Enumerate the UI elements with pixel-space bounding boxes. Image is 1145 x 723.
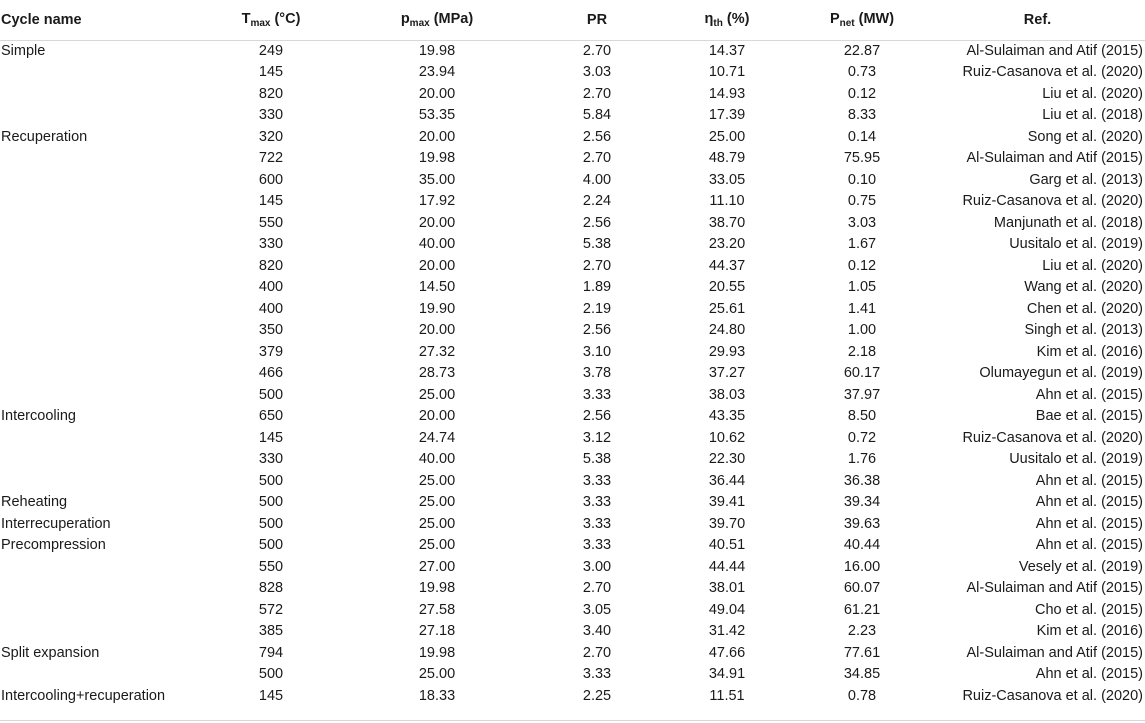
cell-pr: 2.70: [582, 580, 612, 596]
cell-pr: 2.56: [582, 214, 612, 231]
table-row: [0, 643, 1145, 665]
cell-pnet: 0.72: [847, 429, 877, 446]
cell-pmax: 27.00: [418, 558, 456, 575]
cell-eta-th: 38.03: [708, 386, 746, 403]
cell-ref: Uusitalo et al. (2019): [1009, 451, 1143, 467]
cell-pnet: 2.18: [847, 343, 877, 360]
cell-pnet: 36.38: [843, 472, 881, 489]
cell-ref: Ahn et al. (2015): [1035, 537, 1143, 553]
table-row: [0, 535, 1145, 557]
cell-pmax: 28.73: [418, 365, 456, 381]
cell-cycle-name: Intercooling: [1, 408, 76, 424]
cell-eta-th: 20.55: [708, 279, 746, 295]
cell-tmax: 145: [258, 687, 284, 704]
cell-pmax: 19.90: [418, 300, 456, 317]
cell-pmax: 20.00: [418, 128, 456, 145]
table-row: [0, 342, 1145, 364]
table-row: [0, 62, 1145, 84]
cell-pmax: 19.98: [418, 580, 456, 596]
cell-pmax: 27.32: [418, 343, 456, 360]
table-row: [0, 363, 1145, 385]
cell-ref: Ruiz-Casanova et al. (2020): [962, 687, 1143, 704]
cell-ref: Chen et al. (2020): [1026, 300, 1143, 317]
cell-pnet: 0.75: [847, 193, 877, 209]
cell-pnet: 0.12: [847, 257, 877, 274]
cell-cycle-name: [0, 234, 200, 256]
cell-tmax: 145: [258, 193, 284, 209]
cell-pnet: 1.00: [847, 322, 877, 338]
table-row: [0, 514, 1145, 536]
cell-pnet: 60.17: [843, 365, 881, 381]
cell-eta-th: 11.51: [709, 687, 745, 704]
cell-pnet: 40.44: [843, 537, 881, 553]
cell-pnet: 61.21: [843, 601, 881, 618]
cell-tmax: 400: [258, 279, 284, 295]
table-row: [0, 557, 1145, 579]
header-pmax: $p_{max}$ (MPa): [400, 10, 474, 29]
cell-tmax: 379: [258, 343, 284, 360]
cell-pr: 3.33: [582, 494, 612, 510]
cell-pnet: 2.23: [847, 623, 877, 639]
cell-ref: Garg et al. (2013): [1029, 171, 1143, 188]
cell-pr: 3.03: [582, 64, 612, 80]
cell-ref: Wang et al. (2020): [1024, 279, 1143, 295]
cell-pr: 3.78: [582, 365, 612, 381]
cell-cycle-name: [0, 277, 200, 299]
cell-ref: Liu et al. (2020): [1042, 257, 1143, 274]
cell-tmax: 550: [258, 558, 284, 575]
table-body: [0, 40, 1145, 707]
cell-cycle-name: Simple: [1, 42, 46, 59]
header-cycle-name: Cycle name: [1, 11, 82, 28]
cell-pmax: 19.98: [418, 644, 456, 661]
cell-cycle-name: [0, 256, 200, 278]
cell-cycle-name: [0, 471, 200, 493]
cell-cycle-name: [0, 320, 200, 342]
cell-pr: 3.33: [582, 537, 612, 553]
cell-ref: Manjunath et al. (2018): [993, 214, 1143, 231]
cell-eta-th: 40.51: [708, 537, 746, 553]
cell-pr: 3.12: [582, 429, 612, 446]
cell-eta-th: 44.44: [708, 558, 746, 575]
cell-eta-th: 49.04: [708, 601, 746, 618]
cell-tmax: 600: [258, 171, 284, 188]
cell-eta-th: 17.39: [708, 107, 746, 123]
header-tmax: $T_{max}$ (°C): [241, 10, 301, 29]
cell-cycle-name: [0, 84, 200, 106]
cell-tmax: 145: [258, 429, 284, 446]
cell-cycle-name: [0, 363, 200, 385]
cell-ref: Ahn et al. (2015): [1035, 666, 1143, 682]
cell-pmax: 17.92: [418, 193, 456, 209]
cell-eta-th: 14.37: [708, 42, 746, 59]
cell-eta-th: 10.62: [708, 429, 746, 446]
cell-eta-th: 22.30: [708, 451, 746, 467]
table-row: [0, 234, 1145, 256]
cell-ref: Ahn et al. (2015): [1035, 472, 1143, 489]
table-row: [0, 277, 1145, 299]
cell-cycle-name: [0, 664, 200, 686]
cell-ref: Ruiz-Casanova et al. (2020): [962, 193, 1143, 209]
cell-cycle-name: [0, 385, 200, 407]
cell-pmax: 20.00: [418, 408, 456, 424]
table-row: [0, 148, 1145, 170]
cell-pr: 2.70: [582, 644, 612, 661]
cell-pr: 5.84: [582, 107, 612, 123]
table-row: [0, 621, 1145, 643]
cell-eta-th: 39.70: [708, 515, 746, 532]
cell-ref: Ruiz-Casanova et al. (2020): [962, 429, 1143, 446]
cell-tmax: 330: [258, 107, 284, 123]
cell-ref: Kim et al. (2016): [1036, 623, 1143, 639]
cell-cycle-name: [0, 299, 200, 321]
cell-eta-th: 37.27: [708, 365, 746, 381]
cell-pr: 3.40: [582, 623, 612, 639]
table-row: [0, 40, 1145, 62]
cell-tmax: 500: [258, 666, 284, 682]
cell-pr: 5.38: [582, 451, 612, 467]
cell-eta-th: 25.00: [708, 128, 746, 145]
cell-eta-th: 31.42: [708, 623, 746, 639]
cell-tmax: 500: [258, 537, 284, 553]
cell-pmax: 25.00: [418, 666, 456, 682]
cell-eta-th: 39.41: [708, 494, 746, 510]
header-pnet: $P_{net}$ (MW): [829, 10, 895, 29]
cell-tmax: 145: [258, 64, 284, 80]
cell-eta-th: 29.93: [708, 343, 746, 360]
cell-pnet: 8.33: [847, 107, 877, 123]
cell-cycle-name: [0, 428, 200, 450]
table-row: [0, 492, 1145, 514]
cell-pnet: 60.07: [843, 580, 881, 596]
cell-pnet: 1.67: [847, 236, 877, 252]
table-row: [0, 471, 1145, 493]
cell-pnet: 16.00: [843, 558, 881, 575]
table-row: [0, 105, 1145, 127]
cell-tmax: 828: [258, 580, 284, 596]
cell-tmax: 249: [258, 42, 284, 59]
cell-cycle-name: [0, 557, 200, 579]
cell-tmax: 385: [258, 623, 284, 639]
cell-pr: 2.25: [582, 687, 612, 704]
table-row: [0, 385, 1145, 407]
cell-pr: 2.56: [582, 322, 612, 338]
cell-pr: 2.56: [582, 408, 612, 424]
table-row: [0, 299, 1145, 321]
cell-pr: 3.33: [582, 666, 612, 682]
cell-pnet: 77.61: [843, 644, 881, 661]
cell-tmax: 550: [258, 214, 284, 231]
cell-tmax: 466: [258, 365, 284, 381]
cell-pnet: 39.34: [843, 494, 881, 510]
table-row: [0, 256, 1145, 278]
cell-eta-th: 23.20: [708, 236, 746, 252]
cell-pmax: 25.00: [418, 386, 456, 403]
cell-ref: Liu et al. (2020): [1042, 85, 1143, 102]
cell-eta-th: 11.10: [709, 193, 745, 209]
table-row: [0, 600, 1145, 622]
cell-pmax: 20.00: [418, 322, 456, 338]
cell-tmax: 320: [258, 128, 284, 145]
cell-pr: 3.33: [582, 515, 612, 532]
header-ref: Ref.: [1023, 11, 1052, 28]
cell-pr: 4.00: [582, 171, 612, 188]
cell-eta-th: 24.80: [708, 322, 746, 338]
table-row: [0, 127, 1145, 149]
cell-pmax: 40.00: [418, 451, 456, 467]
table-row: [0, 213, 1145, 235]
cell-pmax: 27.58: [418, 601, 456, 618]
cell-cycle-name: Recuperation: [1, 128, 88, 145]
cell-pmax: 19.98: [418, 42, 456, 59]
cell-ref: Kim et al. (2016): [1036, 343, 1143, 360]
cell-tmax: 794: [258, 644, 284, 661]
cell-pnet: 1.41: [847, 300, 877, 317]
cell-tmax: 500: [258, 386, 284, 403]
cell-pr: 2.19: [582, 300, 612, 317]
header-pr: PR: [586, 11, 608, 28]
table-row: [0, 84, 1145, 106]
cell-cycle-name: [0, 105, 200, 127]
header-eta-th: $\eta_{th}$ (%): [704, 10, 750, 29]
cell-eta-th: 48.79: [708, 150, 746, 166]
cell-pr: 3.10: [582, 343, 612, 360]
cell-tmax: 350: [258, 322, 284, 338]
cell-pnet: 34.85: [843, 666, 881, 682]
cell-pnet: 39.63: [843, 515, 881, 532]
cell-pr: 3.05: [582, 601, 612, 618]
cell-eta-th: 10.71: [708, 64, 746, 80]
cell-cycle-name: Intercooling+recuperation: [1, 687, 166, 704]
cell-cycle-name: [0, 191, 200, 213]
cell-eta-th: 44.37: [708, 257, 746, 274]
cell-tmax: 500: [258, 515, 284, 532]
cell-pmax: 14.50: [418, 279, 456, 295]
cell-ref: Uusitalo et al. (2019): [1009, 236, 1143, 252]
cell-tmax: 722: [258, 150, 284, 166]
cell-pr: 3.33: [582, 386, 612, 403]
cell-ref: Vesely et al. (2019): [1018, 558, 1143, 575]
table-row: [0, 428, 1145, 450]
cell-pr: 5.38: [582, 236, 612, 252]
cell-cycle-name: [0, 578, 200, 600]
cell-cycle-name: [0, 621, 200, 643]
cell-tmax: 820: [258, 85, 284, 102]
cell-eta-th: 36.44: [708, 472, 746, 489]
cell-tmax: 500: [258, 472, 284, 489]
cell-tmax: 330: [258, 236, 284, 252]
cell-ref: Al-Sulaiman and Atif (2015): [966, 42, 1143, 59]
cell-cycle-name: Interrecuperation: [1, 515, 111, 532]
cell-pr: 3.00: [582, 558, 612, 575]
cell-eta-th: 38.70: [708, 214, 746, 231]
cell-pmax: 25.00: [418, 494, 456, 510]
table-row: [0, 449, 1145, 471]
table-row: [0, 406, 1145, 428]
cell-eta-th: 34.91: [708, 666, 746, 682]
cell-pmax: 25.00: [418, 472, 456, 489]
cell-ref: Bae et al. (2015): [1035, 408, 1143, 424]
cell-pmax: 20.00: [418, 85, 456, 102]
cell-ref: Ahn et al. (2015): [1035, 386, 1143, 403]
cell-pr: 2.24: [582, 193, 612, 209]
cell-tmax: 400: [258, 300, 284, 317]
cell-pnet: 0.14: [847, 128, 877, 145]
cell-ref: Al-Sulaiman and Atif (2015): [966, 150, 1143, 166]
cell-pnet: 37.97: [843, 386, 881, 403]
cell-pnet: 0.78: [847, 687, 877, 704]
cell-ref: Al-Sulaiman and Atif (2015): [966, 644, 1143, 661]
cell-pnet: 3.03: [847, 214, 877, 231]
cell-pr: 2.70: [582, 42, 612, 59]
cell-cycle-name: [0, 342, 200, 364]
cell-cycle-name: [0, 449, 200, 471]
table-row: [0, 320, 1145, 342]
cell-pmax: 19.98: [418, 150, 456, 166]
table-row: [0, 191, 1145, 213]
cell-cycle-name: [0, 213, 200, 235]
cell-cycle-name: [0, 170, 200, 192]
header-row: [0, 0, 1145, 40]
cell-ref: Al-Sulaiman and Atif (2015): [966, 580, 1143, 596]
cell-pnet: 75.95: [843, 150, 881, 166]
cell-ref: Ahn et al. (2015): [1035, 515, 1143, 532]
cell-pnet: 1.05: [847, 279, 877, 295]
cell-pr: 1.89: [582, 279, 612, 295]
table-row: [0, 686, 1145, 708]
cell-pmax: 53.35: [418, 107, 456, 123]
cell-ref: Cho et al. (2015): [1034, 601, 1143, 618]
cell-eta-th: 14.93: [708, 85, 746, 102]
cell-pmax: 20.00: [418, 214, 456, 231]
cell-pnet: 1.76: [847, 451, 877, 467]
table-row: [0, 170, 1145, 192]
table-row: [0, 664, 1145, 686]
cell-cycle-name: Precompression: [1, 537, 106, 553]
cell-pr: 2.70: [582, 85, 612, 102]
cell-ref: Singh et al. (2013): [1024, 322, 1143, 338]
cell-eta-th: 43.35: [708, 408, 746, 424]
cell-pmax: 25.00: [418, 537, 456, 553]
cell-eta-th: 47.66: [708, 644, 746, 661]
table-bottom-rule: [0, 720, 1145, 721]
cell-tmax: 330: [258, 451, 284, 467]
cell-ref: Liu et al. (2018): [1042, 107, 1143, 123]
cell-eta-th: 33.05: [708, 171, 746, 188]
cell-pmax: 18.33: [418, 687, 456, 704]
cell-tmax: 572: [258, 601, 284, 618]
cell-cycle-name: [0, 600, 200, 622]
cell-ref: Song et al. (2020): [1027, 128, 1143, 145]
cell-pr: 3.33: [582, 472, 612, 489]
cell-tmax: 500: [258, 494, 284, 510]
cell-pmax: 35.00: [418, 171, 456, 188]
cell-pnet: 0.12: [847, 85, 877, 102]
cell-cycle-name: Reheating: [1, 494, 68, 510]
cell-pr: 2.56: [582, 128, 612, 145]
cell-pmax: 27.18: [418, 623, 456, 639]
cell-tmax: 820: [258, 257, 284, 274]
cell-tmax: 650: [258, 408, 284, 424]
cell-eta-th: 38.01: [708, 580, 746, 596]
cell-pnet: 22.87: [843, 42, 881, 59]
cell-eta-th: 25.61: [708, 300, 746, 317]
cell-pmax: 40.00: [418, 236, 456, 252]
cell-ref: Olumayegun et al. (2019): [979, 365, 1143, 381]
cell-cycle-name: Split expansion: [1, 644, 100, 661]
cell-pr: 2.70: [582, 150, 612, 166]
cell-ref: Ahn et al. (2015): [1035, 494, 1143, 510]
cell-pmax: 20.00: [418, 257, 456, 274]
cell-pr: 2.70: [582, 257, 612, 274]
cell-pnet: 8.50: [847, 408, 877, 424]
cell-cycle-name: [0, 148, 200, 170]
cell-pnet: 0.10: [847, 171, 877, 188]
cell-pmax: 24.74: [418, 429, 456, 446]
table-header: [0, 0, 1145, 40]
cell-pmax: 23.94: [418, 64, 456, 80]
cell-ref: Ruiz-Casanova et al. (2020): [962, 64, 1143, 80]
table-row: [0, 578, 1145, 600]
cell-cycle-name: [0, 62, 200, 84]
cell-pmax: 25.00: [418, 515, 456, 532]
cell-pnet: 0.73: [847, 64, 877, 80]
